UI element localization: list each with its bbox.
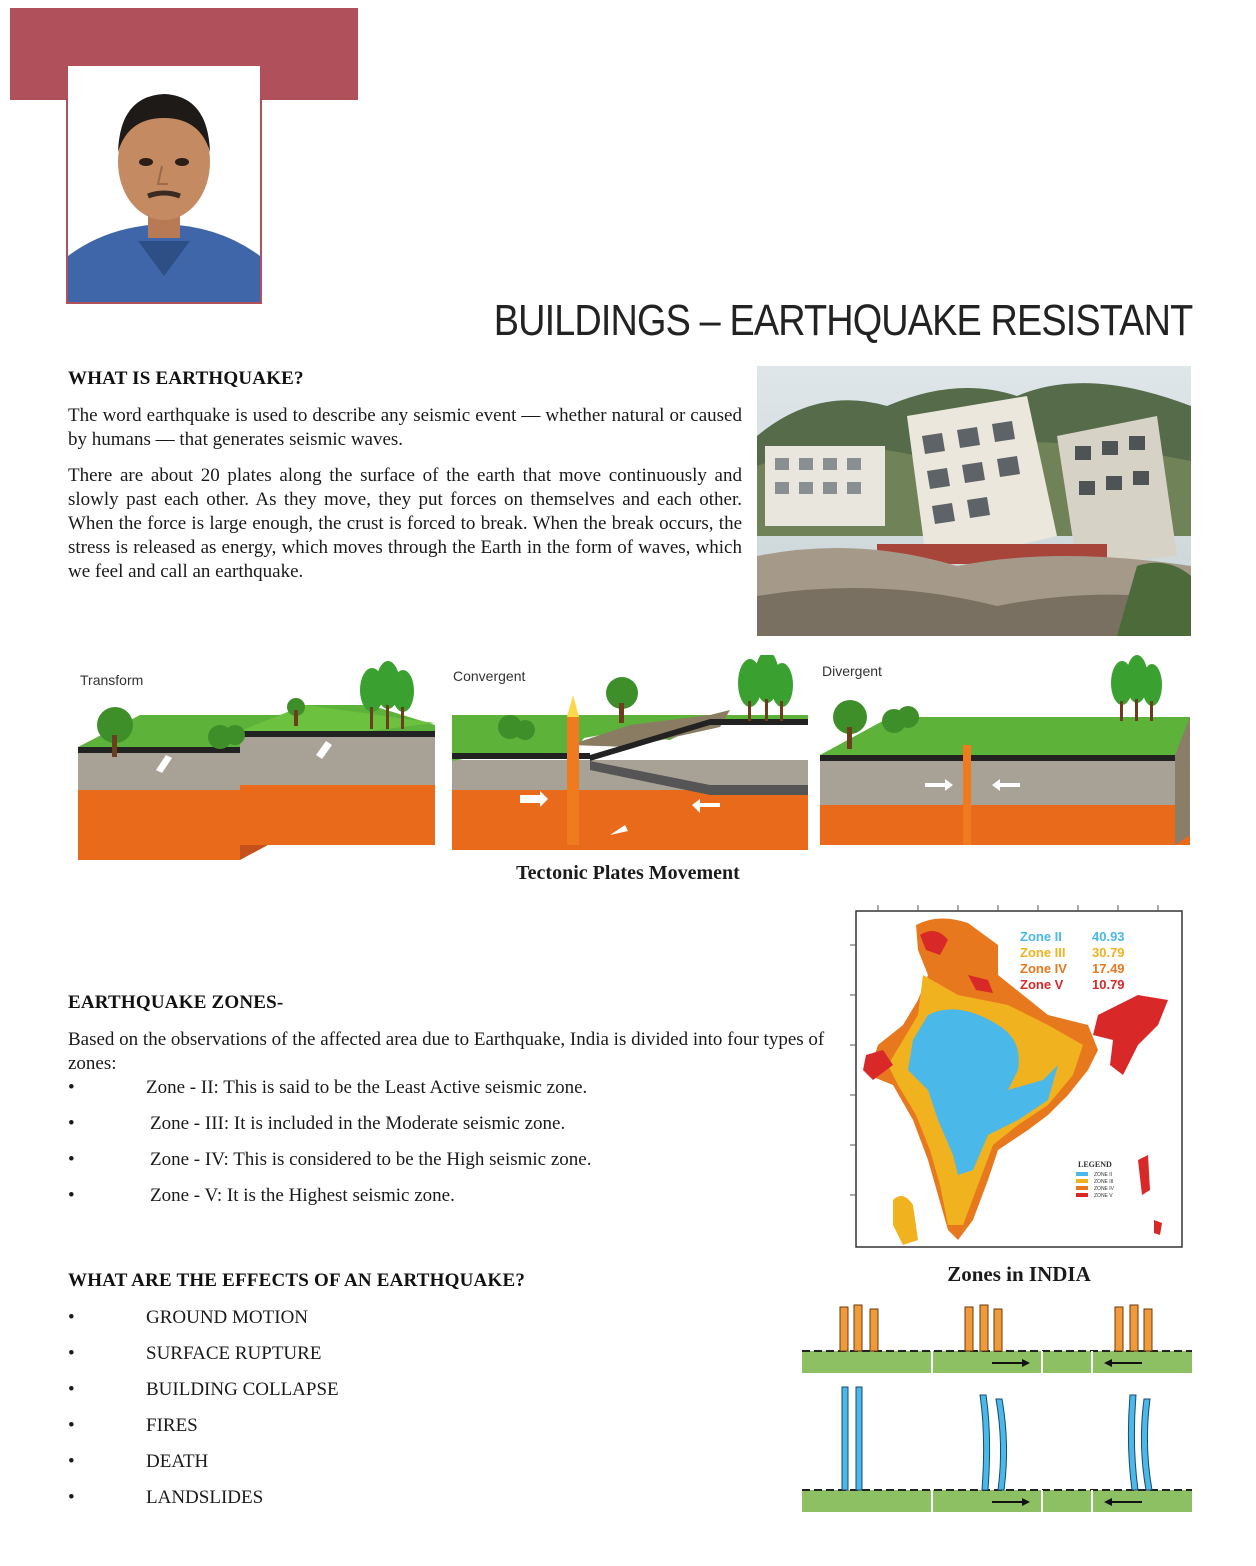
list-item xyxy=(68,1378,768,1414)
tectonic-plates-svg xyxy=(70,655,1192,865)
section-heading-what: WHAT IS EARTHQUAKE? xyxy=(68,368,304,389)
legend-item: ZONE IV xyxy=(1094,1186,1115,1192)
india-seismic-map xyxy=(848,905,1190,1255)
bullet: • xyxy=(68,1487,75,1508)
zone-item-text: Zone - IV: This is considered to be the High seismic zone. xyxy=(150,1149,592,1170)
paragraph-zones-intro: Based on the observations of the affected area due to Earthquake, India is divided into four types of zones: xyxy=(68,1029,825,1074)
zone-name-ii: Zone II xyxy=(1020,929,1062,944)
convergent-block xyxy=(452,655,808,850)
effect-item-text: FIRES xyxy=(146,1415,198,1436)
tectonic-caption: Tectonic Plates Movement xyxy=(516,862,740,884)
bullet: • xyxy=(68,1077,75,1098)
zone-value-ii: 40.93 xyxy=(1092,929,1125,944)
list-item xyxy=(68,1184,834,1220)
section-what-is-earthquake xyxy=(68,368,742,584)
collapsed-building-photo xyxy=(757,366,1191,636)
section-effects xyxy=(68,1270,768,1522)
divergent-block xyxy=(820,655,1190,845)
bullet: • xyxy=(68,1149,75,1170)
effects-list xyxy=(68,1306,768,1522)
list-item xyxy=(68,1148,834,1184)
zone-value-iv: 17.49 xyxy=(1092,961,1125,976)
bullet: • xyxy=(68,1185,75,1206)
paragraph-plates: There are about 20 plates along the surface of the earth that move continuously and slowly past each other. As they move, they put forces on themselves and each other. When the force is large enough, the crust is forced to break. When the break occurs, the stress is released as energy, which moves through the Earth in the form of waves, which we feel and call an earthquake. xyxy=(68,465,742,582)
list-item xyxy=(68,1342,768,1378)
section-heading-effects: WHAT ARE THE EFFECTS OF AN EARTHQUAKE? xyxy=(68,1270,526,1291)
zone-list xyxy=(68,1076,834,1220)
bullet: • xyxy=(68,1113,75,1134)
transform-block xyxy=(78,661,435,860)
page-title: BUILDINGS – EARTHQUAKE RESISTANT xyxy=(493,296,1192,345)
label-convergent: Convergent xyxy=(453,668,526,684)
effect-item-text: LANDSLIDES xyxy=(146,1487,264,1508)
bullet: • xyxy=(68,1379,75,1400)
legend-item: ZONE V xyxy=(1094,1193,1113,1199)
label-transform: Transform xyxy=(80,672,144,688)
effect-item-text: DEATH xyxy=(146,1451,209,1472)
bullet: • xyxy=(68,1343,75,1364)
list-item xyxy=(68,1414,768,1450)
zone-name-v: Zone V xyxy=(1020,977,1064,992)
bullet: • xyxy=(68,1451,75,1472)
list-item xyxy=(68,1076,834,1112)
legend-item: ZONE III xyxy=(1094,1179,1114,1185)
map-legend xyxy=(1076,1160,1115,1199)
zone-item-text: Zone - III: It is included in the Moderate seismic zone. xyxy=(150,1113,566,1134)
map-caption: Zones in INDIA xyxy=(947,1262,1091,1286)
zone-item-text: Zone - II: This is said to be the Least Active seismic zone. xyxy=(146,1077,588,1098)
legend-item: ZONE II xyxy=(1094,1172,1113,1178)
section-heading-zones: EARTHQUAKE ZONES- xyxy=(68,992,284,1013)
list-item xyxy=(68,1486,768,1522)
collapsed-building-illustration xyxy=(757,366,1191,636)
zone-item-text: Zone - V: It is the Highest seismic zone. xyxy=(150,1185,455,1206)
paragraph-definition: The word earthquake is used to describe any seismic event — whether natural or caused by humans — that generates seismic waves. xyxy=(68,405,742,450)
zone-value-v: 10.79 xyxy=(1092,977,1125,992)
seismic-wave-svg xyxy=(782,1295,1192,1545)
author-portrait-illustration xyxy=(68,66,260,302)
effect-item-text: SURFACE RUPTURE xyxy=(146,1343,322,1364)
list-item xyxy=(68,1450,768,1486)
zone-name-iii: Zone III xyxy=(1020,945,1066,960)
effect-item-text: GROUND MOTION xyxy=(146,1307,309,1328)
section-earthquake-zones xyxy=(68,992,834,1220)
label-divergent: Divergent xyxy=(822,663,882,679)
zone-value-iii: 30.79 xyxy=(1092,945,1125,960)
bullet: • xyxy=(68,1415,75,1436)
author-photo xyxy=(66,64,262,304)
zone-name-iv: Zone IV xyxy=(1020,961,1067,976)
list-item xyxy=(68,1306,768,1342)
bullet: • xyxy=(68,1307,75,1328)
india-map-svg xyxy=(848,905,1190,1255)
list-item xyxy=(68,1112,834,1148)
tectonic-plates-diagram xyxy=(70,655,1192,865)
legend-title: LEGEND xyxy=(1078,1160,1112,1169)
seismic-wave-building-diagram xyxy=(782,1295,1192,1545)
effect-item-text: BUILDING COLLAPSE xyxy=(146,1379,339,1400)
